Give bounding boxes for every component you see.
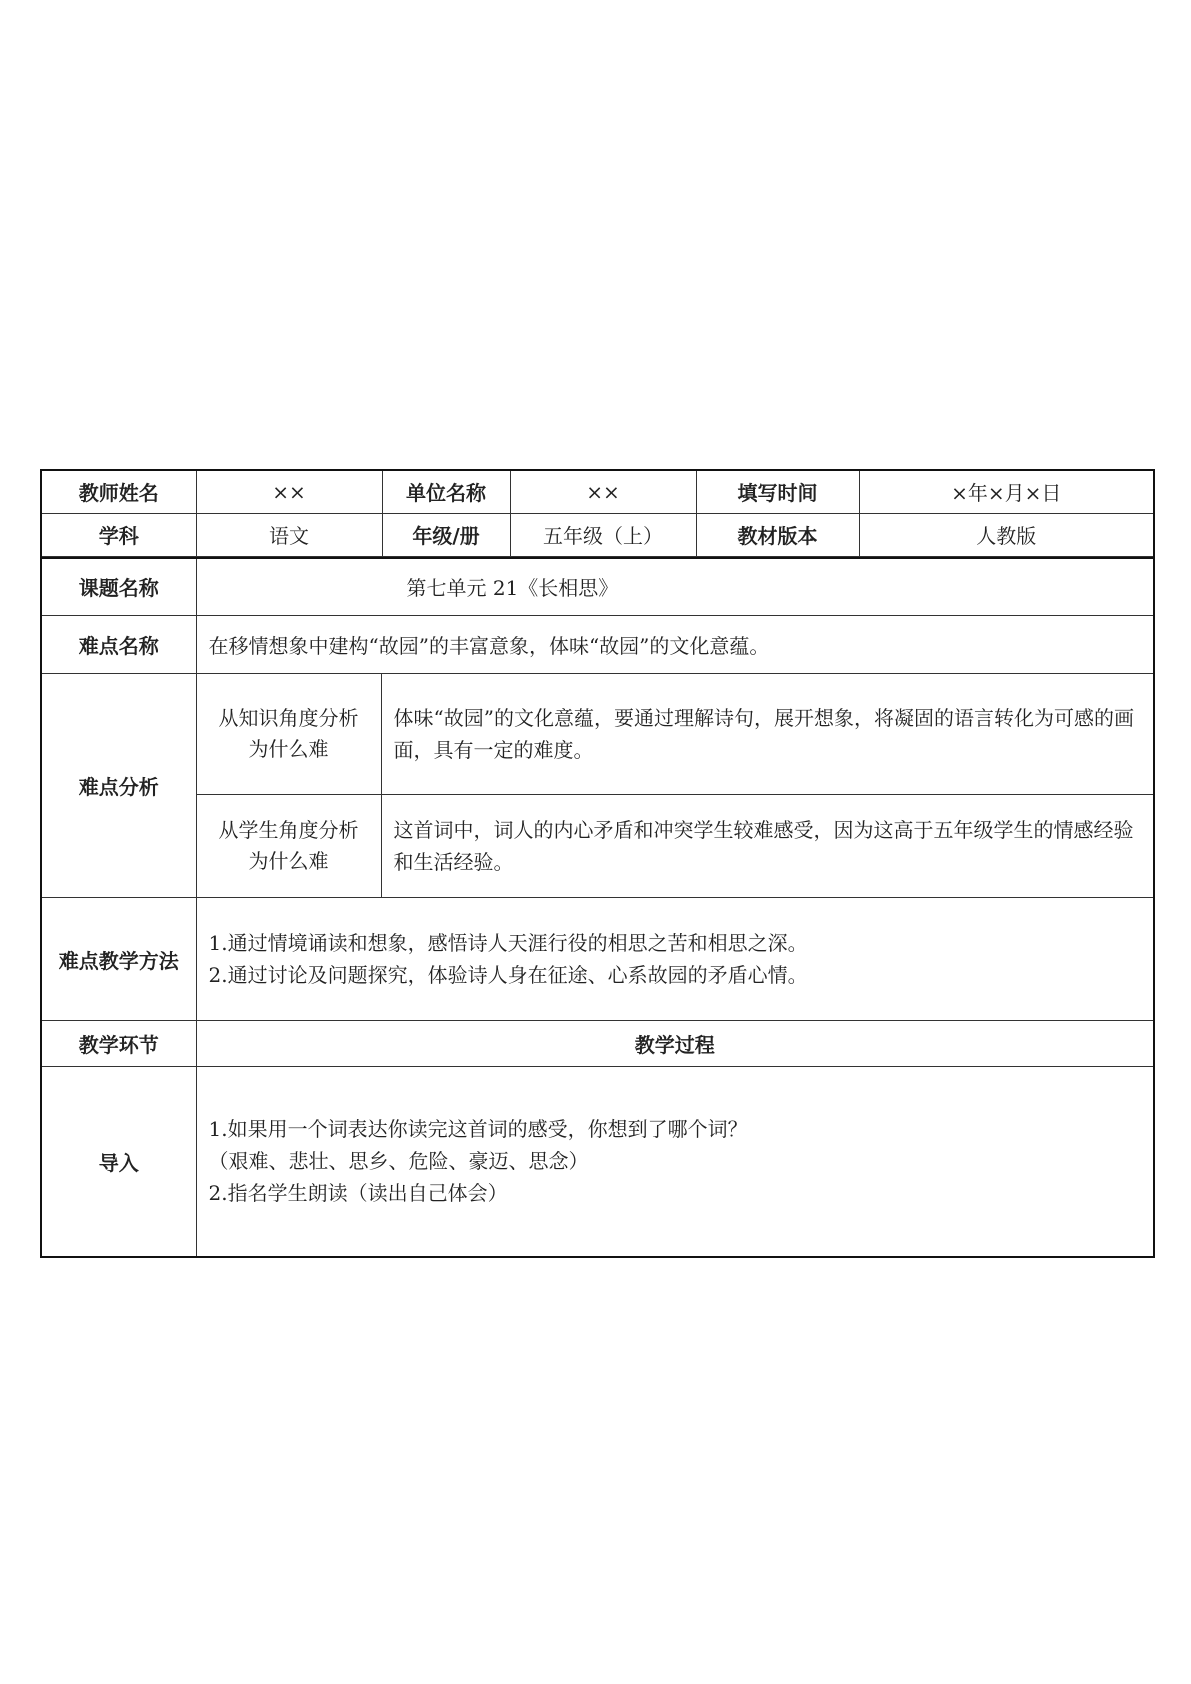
method-line-1: 1.通过情境诵读和想象，感悟诗人天涯行役的相思之苦和相思之深。 — [208, 931, 808, 955]
info-table — [40, 469, 1155, 557]
knowledge-angle-line2: 为什么难 — [248, 737, 329, 761]
fill-date-label: 填写时间 — [696, 470, 859, 513]
intro-label: 导入 — [41, 1067, 196, 1257]
main-table — [40, 557, 1155, 1258]
topic-value: 第七单元 21《长相思》 — [196, 558, 1154, 616]
method-label: 难点教学方法 — [41, 898, 196, 1021]
teacher-name-value: ×× — [196, 470, 382, 513]
knowledge-angle-label — [196, 674, 381, 795]
method-line-2: 2.通过讨论及问题探究，体验诗人身在征途、心系故园的矛盾心情。 — [208, 963, 808, 987]
knowledge-angle-text: 体味“故园”的文化意蕴，要通过理解诗句，展开想象，将凝固的语言转化为可感的画面，具有一定的难度。 — [381, 674, 1154, 795]
fill-date-value: ×年×月×日 — [859, 470, 1154, 513]
student-angle-line2: 为什么难 — [248, 849, 329, 873]
intro-line-2: （艰难、悲壮、思乡、危险、豪迈、思念） — [208, 1149, 589, 1174]
intro-line-1: 1.如果用一个词表达你读完这首词的感受，你想到了哪个词？ — [208, 1117, 748, 1142]
lesson-plan-sheet — [40, 469, 1153, 1258]
topic-label: 课题名称 — [41, 558, 196, 616]
knowledge-angle-line1: 从知识角度分析 — [218, 706, 359, 730]
edition-value: 人教版 — [859, 513, 1154, 556]
intro-content — [196, 1067, 1154, 1257]
edition-label: 教材版本 — [696, 513, 859, 556]
analysis-label: 难点分析 — [41, 674, 196, 898]
grade-value: 五年级（上） — [510, 513, 696, 556]
student-angle-label — [196, 795, 381, 898]
process-header: 教学过程 — [196, 1021, 1154, 1067]
student-angle-line1: 从学生角度分析 — [218, 818, 359, 842]
subject-label: 学科 — [41, 513, 196, 556]
difficulty-value: 在移情想象中建构“故园”的丰富意象，体味“故园”的文化意蕴。 — [196, 616, 1154, 674]
difficulty-label: 难点名称 — [41, 616, 196, 674]
teacher-name-label: 教师姓名 — [41, 470, 196, 513]
intro-line-3: 2.指名学生朗读（读出自己体会） — [208, 1181, 508, 1206]
grade-label: 年级/册 — [382, 513, 510, 556]
method-content — [196, 898, 1154, 1021]
unit-name-value: ×× — [510, 470, 696, 513]
student-angle-text: 这首词中，词人的内心矛盾和冲突学生较难感受，因为这高于五年级学生的情感经验和生活经验。 — [381, 795, 1154, 898]
unit-name-label: 单位名称 — [382, 470, 510, 513]
subject-value: 语文 — [196, 513, 382, 556]
stage-header: 教学环节 — [41, 1021, 196, 1067]
